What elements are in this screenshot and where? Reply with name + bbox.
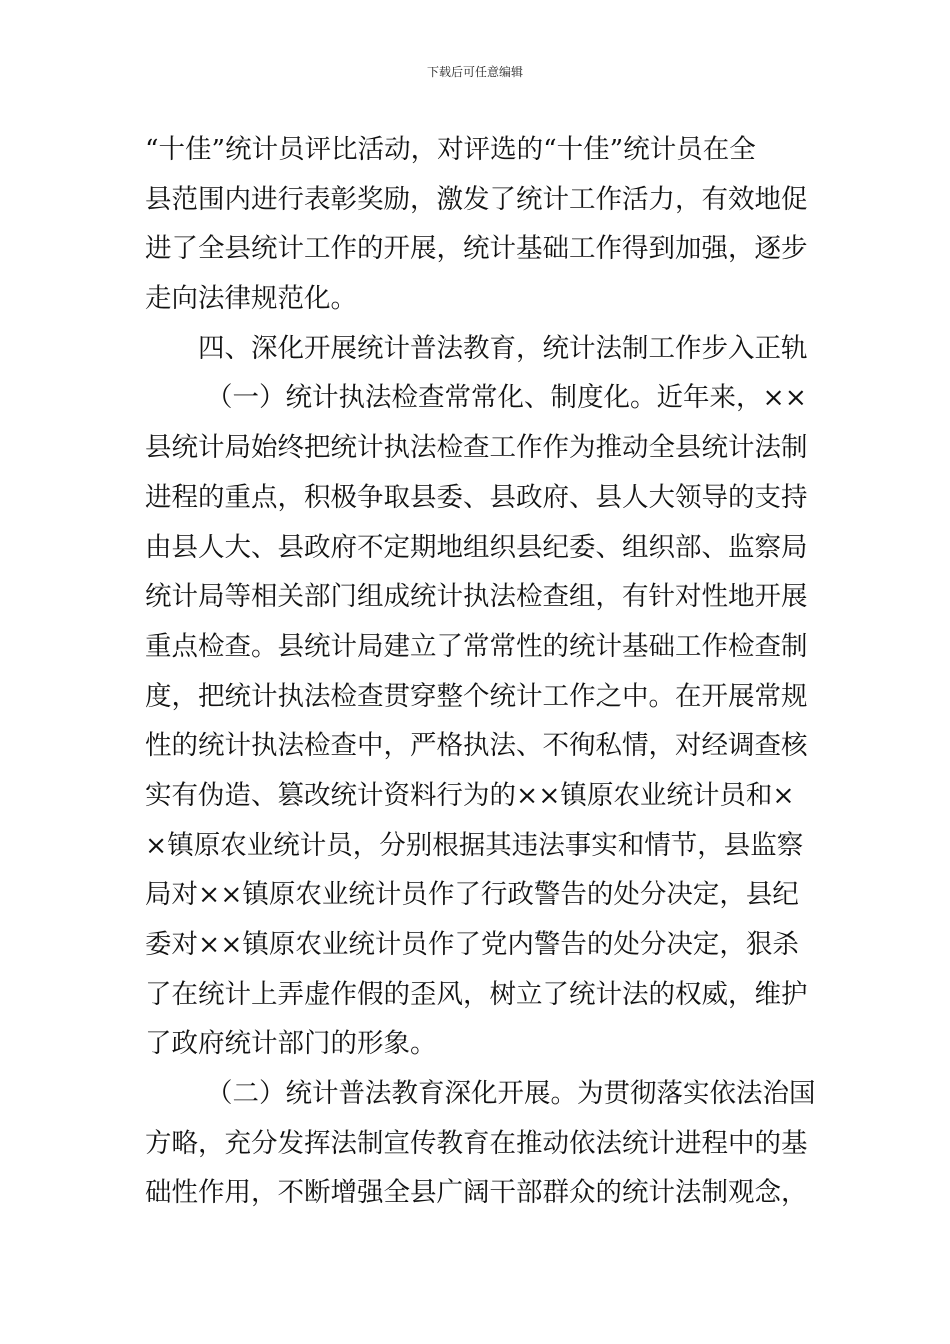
text-line: 进了全县统计工作的开展，统计基础工作得到加强，逐步 xyxy=(145,233,808,265)
text-line: 重点检查。县统计局建立了常常性的统计基础工作检查制 xyxy=(145,630,808,662)
text-line: 走向法律规范化。 xyxy=(145,283,357,315)
subsection-heading-line: （二）统计普法教育深化开展。为贯彻落实依法治国 xyxy=(206,1078,816,1110)
text-line: 统计局等相关部门组成统计执法检查组，有针对性地开展 xyxy=(145,581,808,613)
text-line: 局对××镇原农业统计员作了行政警告的处分决定，县纪 xyxy=(145,879,799,911)
text-line: 实有伪造、篡改统计资料行为的××镇原农业统计员和× xyxy=(145,779,795,811)
text-line: “十佳”统计员评比活动，对评选的“十佳”统计员在全 xyxy=(145,134,756,165)
subsection-heading-line: （一）统计执法检查常常化、制度化。近年来，×× xyxy=(206,382,807,414)
text-line: 性的统计执法检查中，严格执法、不徇私情，对经调查核 xyxy=(145,730,808,762)
text-line: 进程的重点，积极争取县委、县政府、县人大领导的支持 xyxy=(145,481,808,513)
text-line: ×镇原农业统计员，分别根据其违法事实和情节，县监察 xyxy=(145,829,804,861)
document-body xyxy=(145,125,816,1218)
text-line: 县范围内进行表彰奖励，激发了统计工作活力，有效地促 xyxy=(145,183,808,215)
text-line: 了在统计上弄虚作假的歪风，树立了统计法的权威，维护 xyxy=(145,978,808,1010)
text-line: 度，把统计执法检查贯穿整个统计工作之中。在开展常规 xyxy=(145,680,808,712)
text-line: 了政府统计部门的形象。 xyxy=(145,1028,437,1060)
text-line: 县统计局始终把统计执法检查工作作为推动全县统计法制 xyxy=(145,432,808,464)
text-line: 方略，充分发挥法制宣传教育在推动依法统计进程中的基 xyxy=(145,1127,808,1159)
section-heading: 四、深化开展统计普法教育，统计法制工作步入正轨 xyxy=(198,332,808,364)
page-header-caption: 下载后可任意编辑 xyxy=(426,65,523,79)
text-line: 础性作用，不断增强全县广阔干部群众的统计法制观念， xyxy=(145,1177,808,1209)
text-line: 委对××镇原农业统计员作了党内警告的处分决定，狠杀 xyxy=(145,929,799,960)
text-line: 由县人大、县政府不定期地组织县纪委、组织部、监察局 xyxy=(145,531,808,563)
